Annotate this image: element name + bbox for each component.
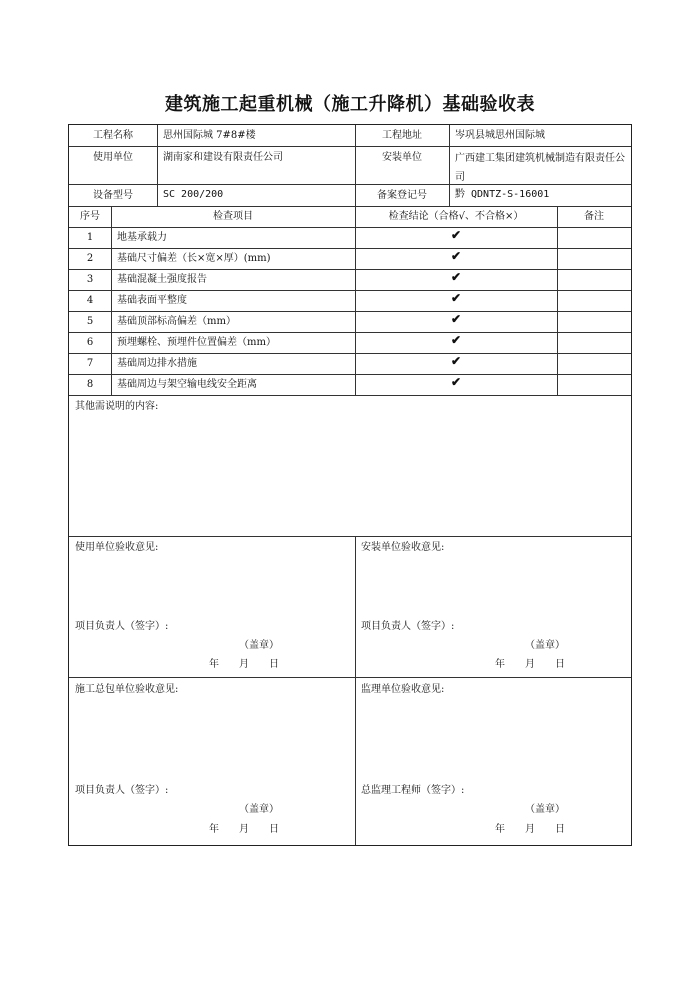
header-remark: 备注	[584, 211, 604, 222]
check-mark-icon: ✔	[450, 312, 462, 326]
equipment-model-label: 设备型号	[93, 190, 133, 201]
col-divider	[557, 206, 558, 395]
row-item: 地基承载力	[117, 232, 167, 243]
row-divider	[69, 146, 631, 147]
row-seq: 1	[86, 232, 94, 243]
project-name-label: 工程名称	[93, 130, 133, 141]
row-divider	[69, 227, 631, 228]
project-address-value: 岑巩县城思州国际城	[455, 130, 545, 141]
equipment-model-value: SC 200/200	[163, 189, 224, 200]
row-seq: 2	[86, 253, 94, 264]
user-unit-signature-label: 项目负责人（签字）:	[75, 621, 169, 632]
record-no-value: 黔 QDNTZ-S-16001	[455, 189, 550, 200]
record-no-label: 备案登记号	[377, 190, 427, 201]
row-item: 基础表面平整度	[117, 295, 187, 306]
row-divider	[69, 677, 631, 678]
row-divider	[69, 536, 631, 537]
row-divider	[69, 395, 631, 396]
acceptance-form	[68, 124, 632, 846]
contractor-signature-label: 项目负责人（签字）:	[75, 785, 169, 796]
check-mark-icon: ✔	[450, 270, 462, 284]
install-unit-signature-label: 项目负责人（签字）:	[361, 621, 455, 632]
row-divider	[69, 353, 631, 354]
user-unit-seal-label: （盖章）	[239, 640, 279, 651]
contractor-opinion-label: 施工总包单位验收意见:	[75, 684, 179, 695]
row-seq: 6	[86, 337, 94, 348]
row-seq: 4	[86, 295, 94, 306]
install-unit-label: 安装单位	[382, 152, 422, 163]
row-divider	[69, 311, 631, 312]
row-seq: 8	[86, 379, 94, 390]
row-item: 预埋螺栓、预埋件位置偏差（mm）	[117, 337, 276, 348]
project-name-value: 思州国际城 7#8#楼	[163, 130, 256, 141]
header-item: 检查项目	[213, 211, 253, 222]
row-divider	[69, 332, 631, 333]
row-seq: 7	[86, 358, 94, 369]
check-mark-icon: ✔	[450, 249, 462, 263]
contractor-seal-label: （盖章）	[239, 804, 279, 815]
check-mark-icon: ✔	[450, 354, 462, 368]
user-unit-date-label: 年 月 日	[209, 659, 279, 670]
col-divider	[449, 125, 450, 206]
supervisor-opinion-label: 监理单位验收意见:	[361, 684, 445, 695]
col-divider	[111, 206, 112, 395]
row-divider	[69, 269, 631, 270]
contractor-date-label: 年 月 日	[209, 824, 279, 835]
supervisor-signature-label: 总监理工程师（签字）:	[361, 785, 465, 796]
row-item: 基础周边与架空输电线安全距离	[117, 379, 257, 390]
row-seq: 3	[86, 274, 94, 285]
row-seq: 5	[86, 316, 94, 327]
user-unit-label: 使用单位	[93, 152, 133, 163]
col-divider	[157, 125, 158, 206]
header-result: 检查结论（合格√、不合格×）	[388, 211, 524, 222]
project-address-label: 工程地址	[382, 130, 422, 141]
col-divider	[355, 536, 356, 845]
install-unit-seal-label: （盖章）	[525, 640, 565, 651]
row-item: 基础顶部标高偏差（mm）	[117, 316, 236, 327]
row-item: 基础周边排水措施	[117, 358, 197, 369]
row-divider	[69, 374, 631, 375]
other-notes-label: 其他需说明的内容:	[75, 401, 159, 412]
check-mark-icon: ✔	[450, 228, 462, 242]
col-divider	[355, 206, 356, 395]
page-title: 建筑施工起重机械（施工升降机）基础验收表	[165, 94, 535, 115]
supervisor-date-label: 年 月 日	[495, 824, 565, 835]
check-mark-icon: ✔	[450, 375, 462, 389]
user-unit-opinion-label: 使用单位验收意见:	[75, 542, 159, 553]
check-mark-icon: ✔	[450, 333, 462, 347]
supervisor-seal-label: （盖章）	[525, 804, 565, 815]
install-unit-date-label: 年 月 日	[495, 659, 565, 670]
row-divider	[69, 290, 631, 291]
header-seq: 序号	[80, 211, 100, 222]
row-item: 基础混凝土强度报告	[117, 274, 207, 285]
row-divider	[69, 248, 631, 249]
install-unit-opinion-label: 安装单位验收意见:	[361, 542, 445, 553]
install-unit-value: 广西建工集团建筑机械制造有限责任公司	[455, 153, 625, 183]
row-divider	[69, 206, 631, 207]
check-mark-icon: ✔	[450, 291, 462, 305]
row-item: 基础尺寸偏差（长×宽×厚）(mm)	[117, 253, 271, 264]
user-unit-value: 湖南家和建设有限责任公司	[163, 152, 283, 163]
